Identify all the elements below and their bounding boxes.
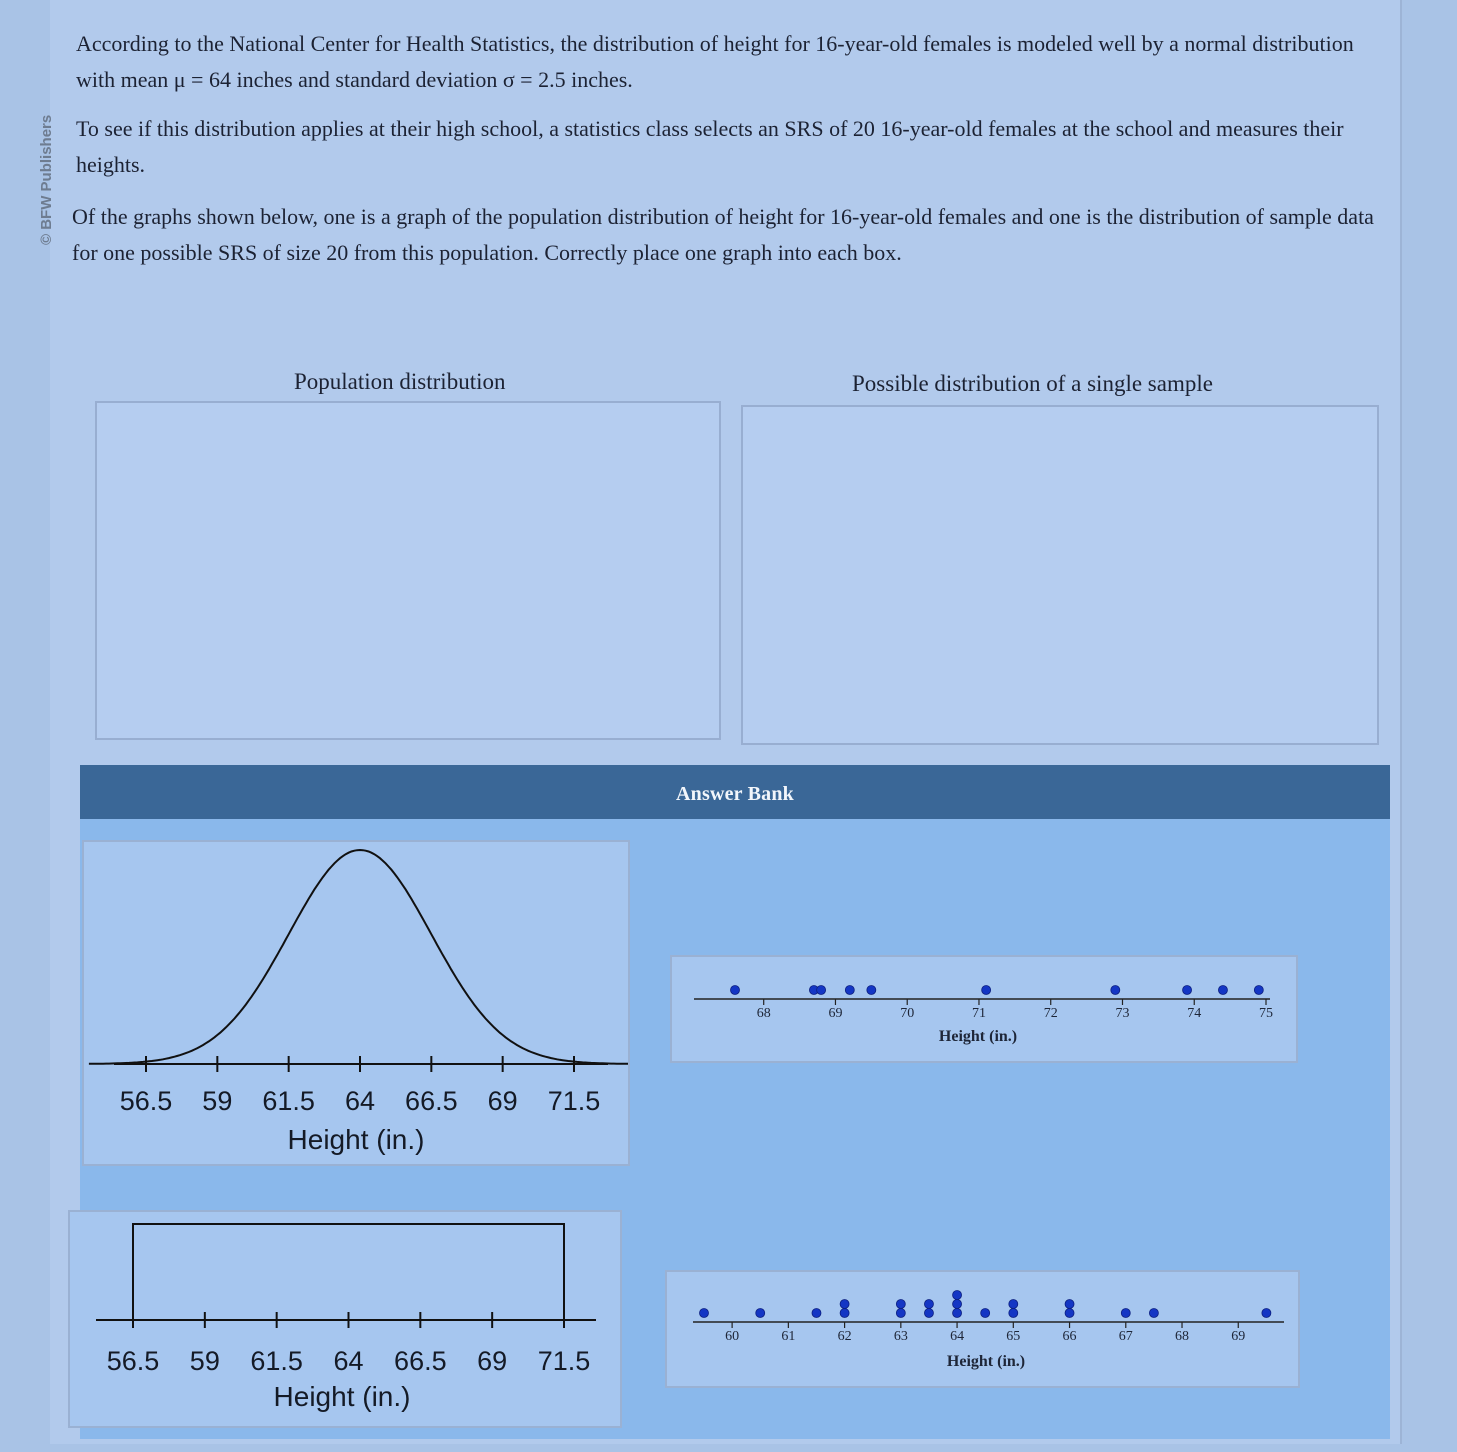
x-tick-label: 69 [1231, 1329, 1246, 1344]
x-tick-label: 74 [1187, 1006, 1202, 1021]
data-dot [1009, 1309, 1018, 1318]
data-dot [817, 986, 826, 995]
x-tick-label: 69 [828, 1006, 843, 1021]
data-dot [845, 986, 854, 995]
uniform-density-box [133, 1224, 564, 1320]
normal-curve-line [89, 850, 628, 1064]
x-tick-label: 56.5 [106, 1346, 160, 1376]
data-dot [756, 1309, 765, 1318]
normal-curve-chart [84, 842, 628, 1164]
x-tick-label: 63 [893, 1329, 908, 1344]
data-dot [840, 1309, 849, 1318]
x-tick-label: 69 [477, 1346, 508, 1376]
intro-paragraph-3: Of the graphs shown below, one is a graph of the population distribution of height for 16-year-old females and one is the distribution of sample data for one possible SRS of size 20 from this population. Correctly place one graph into each box. [72, 204, 1374, 265]
x-tick-label: 73 [1115, 1006, 1130, 1021]
data-dot [1111, 986, 1120, 995]
data-dot [981, 1309, 990, 1318]
data-dot [1149, 1309, 1158, 1318]
x-tick-label: 75 [1259, 1006, 1273, 1021]
dotplot-a-chart [672, 957, 1296, 1061]
x-axis-title: Height (in.) [946, 1353, 1026, 1370]
data-dot [1009, 1300, 1018, 1309]
x-tick-label: 68 [756, 1006, 771, 1021]
x-tick-label: 64 [950, 1329, 965, 1344]
data-dot [982, 986, 991, 995]
x-tick-label: 69 [487, 1086, 518, 1116]
x-tick-label: 67 [1118, 1329, 1133, 1344]
uniform-graph-card[interactable] [68, 1210, 622, 1428]
x-axis-title: Height (in.) [273, 1381, 411, 1412]
x-tick-label: 60 [725, 1329, 740, 1344]
population-drop-box[interactable] [95, 401, 721, 740]
data-dot [953, 1291, 962, 1300]
x-tick-label: 64 [333, 1346, 364, 1376]
data-dot [953, 1300, 962, 1309]
data-dot [1262, 1309, 1271, 1318]
x-tick-label: 66.5 [394, 1346, 447, 1376]
intro-paragraph-1: According to the National Center for Health Statistics, the distribution of height for 16-year-old females is modeled well by a normal distribution with mean μ = 64 inches and standard deviation σ = 2.5 inches. [76, 31, 1354, 92]
data-dot [700, 1309, 709, 1318]
data-dot [867, 986, 876, 995]
x-tick-label: 71.5 [537, 1346, 591, 1376]
x-axis-title: Height (in.) [287, 1124, 425, 1155]
data-dot [953, 1309, 962, 1318]
data-dot [1121, 1309, 1130, 1318]
x-tick-label: 62 [837, 1329, 852, 1344]
x-tick-label: 56.5 [119, 1086, 173, 1116]
x-tick-label: 68 [1175, 1329, 1190, 1344]
data-dot [924, 1300, 933, 1309]
data-dot [812, 1309, 821, 1318]
dotplot-a-card[interactable] [670, 955, 1298, 1063]
x-tick-label: 66.5 [405, 1086, 458, 1116]
dotplot-b-card[interactable] [665, 1270, 1300, 1388]
x-tick-label: 61.5 [250, 1346, 303, 1376]
x-tick-label: 64 [344, 1086, 376, 1116]
intro-paragraph-2: To see if this distribution applies at their high school, a statistics class selects an SRS of 20 16-year-old females at the school and measures their heights. [76, 116, 1344, 177]
data-dot [896, 1300, 905, 1309]
publisher-watermark: © BFW Publishers [38, 114, 55, 245]
x-axis-title: Height (in.) [938, 1028, 1018, 1045]
data-dot [924, 1309, 933, 1318]
population-box-label: Population distribution [294, 369, 506, 394]
sample-box-label: Possible distribution of a single sample [852, 371, 1213, 396]
normal-curve-graph-card[interactable] [82, 840, 630, 1166]
x-tick-label: 61.5 [262, 1086, 315, 1116]
x-tick-label: 71 [971, 1006, 986, 1021]
x-tick-label: 70 [900, 1006, 915, 1021]
data-dot [840, 1300, 849, 1309]
data-dot [1065, 1309, 1074, 1318]
x-tick-label: 59 [189, 1346, 220, 1376]
dotplot-b-chart [667, 1272, 1298, 1386]
data-dot [1254, 986, 1263, 995]
x-tick-label: 59 [202, 1086, 233, 1116]
data-dot [1218, 986, 1227, 995]
x-tick-label: 66 [1062, 1329, 1077, 1344]
data-dot [731, 986, 740, 995]
data-dot [896, 1309, 905, 1318]
sample-drop-box[interactable] [741, 405, 1379, 745]
x-tick-label: 65 [1006, 1329, 1021, 1344]
x-tick-label: 61 [781, 1329, 796, 1344]
uniform-chart [70, 1212, 620, 1426]
x-tick-label: 72 [1043, 1006, 1058, 1021]
answer-bank-header: Answer Bank [80, 765, 1390, 819]
data-dot [1065, 1300, 1074, 1309]
x-tick-label: 71.5 [547, 1086, 601, 1116]
data-dot [1183, 986, 1192, 995]
